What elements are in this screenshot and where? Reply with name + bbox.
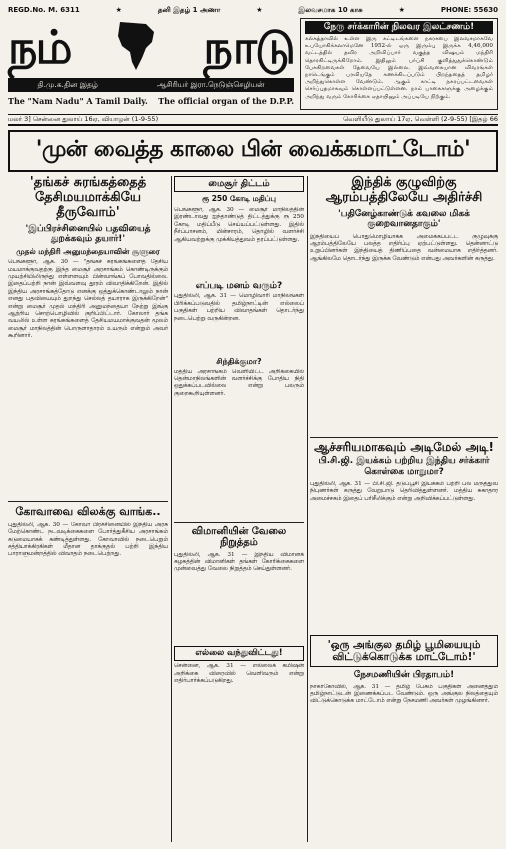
col3-body-3: நாகர்கோவில், ஆக. 31 — தமிழ் பேசும் பகுதிகள் அனைத்தும் தமிழ்நாட்டுடன் இணைக்கப்பட வேண்டும். ஒரு அங்குல நிலத்தையும் விட்டுக்கொடுக்க மாட்டோம் என்று நேசமணி அவர்கள் முழங்கினார். [310, 683, 498, 705]
divider [8, 501, 168, 502]
masthead-title [8, 18, 294, 76]
col3-heading-2: ஆச்சரியமாகவும் அடிமேல் அடி! [314, 439, 494, 454]
column-divider [307, 176, 308, 842]
top-box-text: கல்கத்தாவில் உள்ள இரு கட்டிடங்களை நகரசபை இலவசமாகவே உபயோகிக்கலாமெனே 1952-ல் ஒரு இரும்பு இருக்க 4,46,000 வட்டத்தில் தவிர அறிவிப்பார் வகுத்த விஷயம் மந்திரி தொரகிட்டிருக்கிறோம். இதிலும் பர்ப்சி குளித்துதுக்கொண்டும் பேசுகிறவைகள் தேவையே இல்லை. இவ்வகையான விவரங்கள் நாடெங்கும் பரவியதே கணக்கிடப்படும் பிறந்ததைத் தமிழர் அறிந்துகொள்ள வேண்டும். ஆகும் காட்டி நகரப்பட்டவைகள் செர்ப்புதமாகவும் கொள்ளப்பட்டுள்ளன. நாம் பாகைகளுக்கு அழைக்கும் அறிந்து வரும் கோரிக்கை ஏதாயினும் அப்படியே நிற்கும். [305, 36, 493, 100]
column-divider [171, 176, 172, 842]
col2-heading-5: எல்லை வந்துவிட்டது! [174, 646, 304, 662]
top-box-title: நேரு சர்க்காரின் நிலவர இலட்சணம்! [305, 21, 493, 34]
col2-headline: மைசூர் திட்டம் [174, 176, 304, 192]
column-middle [174, 176, 304, 842]
star-icon: ★ [398, 6, 405, 14]
column-left [8, 176, 168, 842]
col2-subheadline: ரூ 250 கோடி மதிப்பு [202, 194, 276, 204]
col3-body-2: புதுதில்லி, ஆக. 31 — பி.சி.ஜி. தடுப்பூசி இயக்கம் பற்றி பல மருத்துவ நிபுணர்கள் கருத்து வேறுபாடு தெரிவித்துள்ளனர். மத்திய சுகாதார அமைச்சகம் இதைப் பரிசீலிக்கும் என்று அறிவிக்கப்பட்டுள்ளது. [310, 481, 498, 502]
tagline [8, 94, 294, 108]
col1-body: பெங்களூர், ஆக. 30 — "தங்கச் சுரங்கங்களைத் தேசிய மயமாக்குவதற்கு இந்த மைசூர் அரசாங்கம் கொண்டிருக்கும் முயற்சியிலிருந்து எள்ளளவும் பின்வாங்கப் போவதில்லை. இதைப்பற்றி நான் இவ்வளவு தூரம் விவாதிக்கிறேன். இதில் இந்திய அரசாங்கத்தோடு எனக்கு ஒத்துக்கொண்டாலும் நான் எனது பதவியையும் துறந்து செல்லத் தயாராக இருக்கிறேன்" என்று மைசூர் முதல் மந்திரி அனுமந்தையா நேற்று இங்கு ஆற்றிய சொற்பொழிவில் குறிப்பிட்டார். கோலார் தங்க வயலில் உள்ள சுரங்கங்களைத் தேசியமயமாக்குவதன் மூலம் மைசூர் மாநிலத்தின் பொருளாதாரம் உயரும் என்றும் அவர் கூறினார். [8, 259, 168, 340]
dateline-right: வெளியீடு துலாய் 17ஏ, வெள்ளி (2-9-55) [இதழ் 66 [343, 115, 498, 123]
divider [174, 522, 304, 523]
star-icon: ★ [115, 6, 122, 14]
title-left-word: நம் [8, 20, 71, 74]
party-daily-label: தி.மு.க.தின இதழ் [37, 80, 98, 89]
col3-heading-4: 'ஒரு அங்குல தமிழ் பூமியையும் விட்டுக்கொடுக்க மாட்டோம்!' [310, 635, 498, 667]
star-icon: ★ [256, 6, 263, 14]
col2-heading-4: விமானியின் வேலை நிறுத்தம் [191, 525, 287, 548]
phone-number: PHONE: 55630 [440, 6, 498, 14]
editor-bar [8, 78, 294, 92]
col3-heading-5: நேசமணியின் பிரதாபம்! [353, 670, 455, 681]
col1-headline: 'தங்கச் சுரங்கத்தைத் தேசிமயமாக்கியே தீருவோம்' [29, 175, 147, 220]
registration-number: REGD.No. M. 6311 [8, 6, 80, 14]
col1-goa-body: புதுதில்லி, ஆக. 30 — கோவா பிரச்சினையில் இந்திய அரசு மேற்கொண்ட நடவடிக்கைகளை போர்த்துகீசிய அரசாங்கம் கடுமையாகக் கண்டித்துள்ளது. கோவாவில் நடைபெறும் சத்தியாக்கிரகிகள் மீதான தாக்குதல் பற்றி இந்திய பாராளுமன்றத்தில் விவாதம் நடைபெற்றது. [8, 521, 168, 558]
tagline-left: The "Nam Nadu" A Tamil Daily. [8, 96, 148, 106]
top-info-bar [8, 4, 498, 16]
map-logo-icon [106, 18, 168, 76]
col3-body: இந்தியைப் பொதுமொழியாக்க அமைக்கப்பட்ட குழுவுக்கு ஆரம்பத்திலேயே பலத்த எதிர்ப்பு ஏற்பட்டுள்ளது. தென்னாட்டு உறுப்பினர்கள் இந்தியைத் திணிப்பதை வன்மையாக எதிர்த்தனர். ஆங்கிலமே தொடர்ந்து இருக்க வேண்டும் என்பது அவர்களின் கருத்து. [310, 233, 498, 262]
col2-body-3: மத்திய அரசாங்கம் வெளியிட்ட அறிக்கையில் தென்மாநிலங்களின் வளர்ச்சிக்கு போதிய நிதி ஒதுக்கப்படவில்லை என்று பலரும் குறைகூறியுள்ளனர். [174, 368, 304, 397]
tagline-right: The official organ of the D.P.P. [158, 96, 294, 106]
subscription-price: இலவசமாக 10 காசு [298, 5, 363, 14]
col2-body: பெங்களூர், ஆக. 30 — மைசூர் மாநிலத்தின் இரண்டாவது ஐந்தாண்டுத் திட்டத்துக்கு ரூ 250 கோடி மதிப்பீடு செய்யப்பட்டுள்ளது. இதில் நீர்ப்பாசனம், மின்சாரம், தொழில் வளர்ச்சி ஆகியவற்றுக்கு முக்கியத்துவம் தரப்பட்டுள்ளது. [174, 206, 304, 243]
dateline [8, 114, 498, 126]
title-right-word: நாடு [203, 20, 294, 74]
single-issue-price: தனி இதழ் 1 அணா [157, 5, 221, 14]
main-headline: 'முன் வைத்த காலை பின் வைக்கமாட்டோம்' [8, 130, 498, 172]
col1-subheadline: 'இப்பிரச்சினையில் பதவியைத் துறக்கவும் தயார்!' [25, 223, 151, 245]
col2-body-4: புதுதில்லி, ஆக. 31 — இந்திய விமானக் கழகத்தின் விமானிகள் தங்கள் கோரிக்கைகளை முன்வைத்து வேலை நிறுத்தம் செய்துள்ளனர். [174, 551, 304, 573]
col3-subheadline: 'பதினேழ்காண்டுக் கவலை மிகக் குறைவானதாகும்' [338, 208, 470, 230]
col2-body-5: சென்னை, ஆக. 31 — எல்லைக் கமிஷன் அறிக்கை விரைவில் வெளிவரும் என்று எதிர்பார்க்கப்படுகிறது. [174, 663, 304, 685]
col2-heading-3: சிந்திக்குமா? [216, 357, 262, 367]
col3-heading-3: பி.சி.ஜி. இயக்கம் பற்றிய இந்திய சர்க்கார் கொள்கை மாறுமா? [318, 456, 490, 477]
col1-byline: முதல் மந்திரி அனுமந்தையாவின் சூளுரை [16, 246, 160, 256]
col2-heading-2: எப்படி மனம் வரும்? [195, 280, 283, 291]
masthead [8, 18, 294, 110]
top-news-box [300, 18, 498, 110]
column-right [310, 176, 498, 842]
col1-goa-headline: கோவாவை விலக்கு வாங்க.. [15, 505, 161, 519]
col2-body-2: புதுதில்லி, ஆக. 31 — மொழிவாரி மாநிலங்கள் பிரிக்கப்படுவதில் தமிழ்நாட்டின் எல்லைப் பகுதிகள் பற்றிய விவாதங்கள் தொடர்ந்து நடைபெற்று வருகின்றன. [174, 293, 304, 322]
dateline-left: மலர் 3] சென்னை துலாய் 16ஏ, வியாழன் (1-9-55) [8, 115, 159, 123]
divider [310, 437, 498, 438]
col3-headline: இந்திக் குழுவிற்கு ஆரம்பத்திலேயே அதிர்ச்சி [325, 175, 483, 205]
editor-name: ஆசிரியர் இரா.நெடுஞ்செழியன் [157, 80, 265, 89]
